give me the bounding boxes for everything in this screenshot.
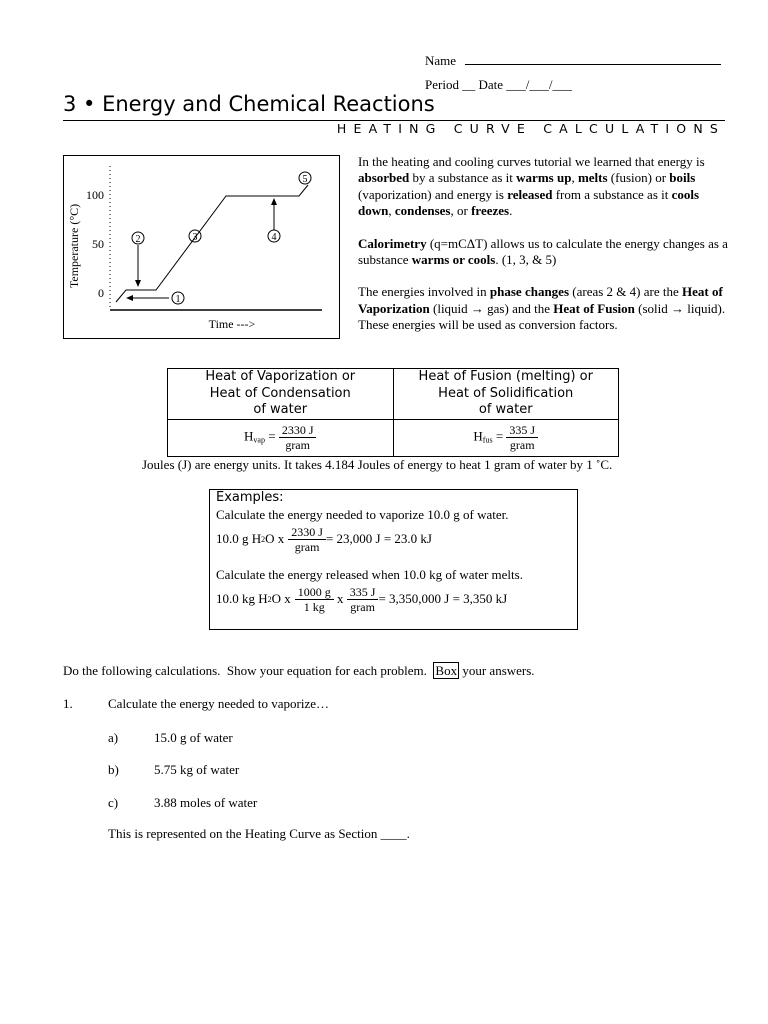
marker-4-arrowhead (271, 198, 277, 205)
marker-1-label: 1 (175, 294, 181, 305)
intro-paragraph-1: In the heating and cooling curves tutorial we learned that energy is absorbed by a substance as it warms up, melts (fusion) or boils (vaporization) and energy is released from a substance as it cools down, condenses, or freezes. (358, 154, 705, 219)
page-title: 3 • Energy and Chemical Reactions (63, 92, 435, 116)
intro-paragraph-2: Calorimetry (q=mCΔT) allows us to calculate the energy changes as a substance warms or cools. (1, 3, & 5) (358, 235, 728, 268)
heating-curve-line (116, 185, 308, 302)
examples-box (209, 489, 578, 630)
question-1b-letter: b) (108, 762, 119, 777)
vap-value-cell: $H_{vap}$ = $\frac{2330 J}{\text{gram}}$ (168, 419, 394, 456)
question-1a-letter: a) (108, 730, 119, 745)
graph-y-tick-50: 50 (92, 237, 104, 251)
examples-title: Examples: (216, 490, 284, 505)
table-row (168, 419, 619, 456)
marker-2-label: 2 (135, 234, 141, 245)
table-row (168, 369, 619, 420)
marker-4-label: 4 (271, 232, 277, 243)
marker-1-arrowhead (126, 295, 133, 301)
graph-x-axis-label: Time ---> (208, 317, 256, 331)
question-1b-text: 5.75 kg of water (154, 762, 240, 777)
vap-header-cell: Heat of Vaporization or Heat of Condensation of water (168, 369, 394, 420)
example-1-prompt: Calculate the energy needed to vaporize 10.0 g of water. (216, 507, 509, 522)
graph-y-axis-label: Temperature (°C) (67, 203, 81, 289)
marker-2-arrowhead (135, 280, 141, 287)
instructions: Do the following calculations. Show your equation for each problem. Box your answers. (63, 663, 535, 678)
question-1a-text: 15.0 g of water (154, 730, 233, 745)
intro-text (358, 154, 728, 350)
vap-fraction: $\frac{2330 J}{\text{gram}}$ (279, 423, 317, 452)
question-1c-letter: c) (108, 795, 119, 810)
question-1-text: Calculate the energy needed to vaporize… (108, 696, 330, 711)
example-1-equation: 10.0 g H 2 O x $\frac{2330 J}{\text{gram}}$ = 23,000 J = 23.0 kJ (216, 524, 432, 554)
fus-value-cell: $H_{fus}$ = $\frac{335 J}{\text{gram}}$ (393, 419, 619, 456)
period-date-line[interactable]: Period __ Date ___/___/___ (425, 77, 572, 92)
example-2-prompt: Calculate the energy released when 10.0 kg of water melts. (216, 567, 523, 582)
name-field[interactable] (425, 53, 721, 69)
fus-fraction: $\frac{335 J}{\text{gram}}$ (506, 423, 538, 452)
question-1-number: 1. (63, 696, 73, 711)
name-blank[interactable] (465, 54, 721, 65)
name-label: Name (425, 53, 457, 68)
question-1c-text: 3.88 moles of water (154, 795, 258, 810)
joules-note: Joules (J) are energy units. It takes 4.184 Joules of energy to heat 1 gram of water by 1 ˚C. (142, 457, 613, 472)
fus-header-cell: Heat of Fusion (melting) or Heat of Solidification of water (393, 369, 619, 420)
graph-y-tick-0: 0 (98, 286, 104, 300)
question-1-section-line[interactable]: This is represented on the Heating Curve as Section ____. (108, 826, 410, 841)
heat-constants-table (167, 368, 619, 457)
page-subtitle: HEATING CURVE CALCULATIONS (336, 121, 725, 136)
example-2-equation: 10.0 kg H 2 O x $\frac{1000 g}{1 kg}$ x $\frac{335 J}{\text{gram}}$ = 3,350,000 J = 3,350 kJ (216, 584, 508, 614)
box-word: Box (435, 663, 458, 678)
marker-3-label: 3 (192, 232, 198, 243)
intro-paragraph-3: The energies involved in phase changes (areas 2 & 4) are the Heat of Vaporization (liquid → gas) and the Heat of Fusion (solid → liquid). These energies will be used as conversion factors. (358, 284, 726, 333)
marker-5-label: 5 (302, 174, 308, 185)
graph-y-tick-100: 100 (86, 188, 104, 202)
heating-curve-graph (63, 155, 340, 339)
